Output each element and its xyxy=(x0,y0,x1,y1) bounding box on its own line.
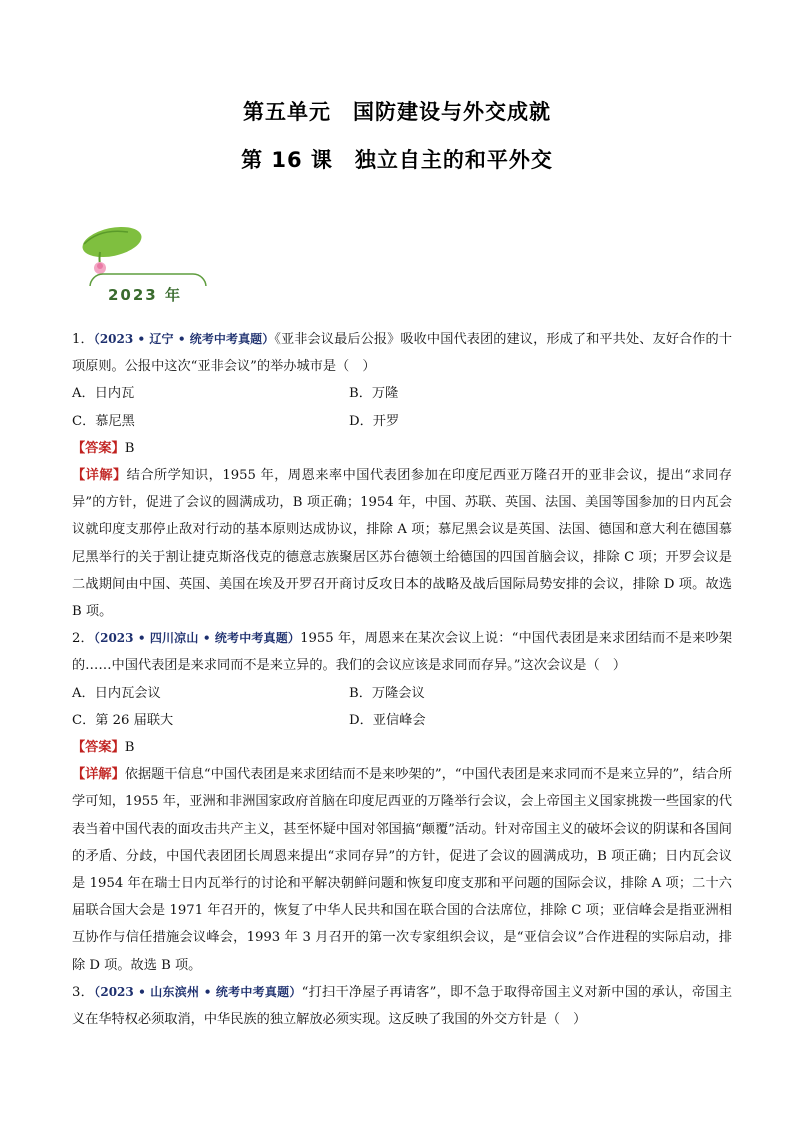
question-number: 3． xyxy=(72,984,95,1000)
detail-paragraph xyxy=(72,761,732,979)
question-source: （2023 • 四川凉山 • 统考中考真题） xyxy=(93,631,301,646)
question-number: 1． xyxy=(72,332,94,347)
question-source: （2023 • 山东滨州 • 统考中考真题） xyxy=(94,984,302,999)
option-a: A．日内瓦会议 xyxy=(72,685,161,701)
detail-label: 【详解】 xyxy=(72,767,125,783)
answer-line xyxy=(72,435,732,462)
lesson-title: 第 16 课 独立自主的和平外交 xyxy=(241,148,553,172)
question-text: 1955 年，周恩来在某次会议上说：“中国代表团是来求团结而不是来吵架的……中国代表团是来求同而不是来立异的。我们的会议应该是求同而存异。”这次会议是（ ） xyxy=(72,631,733,674)
lotus-leaf-icon xyxy=(70,222,210,286)
option-a: A．日内瓦 xyxy=(72,386,135,402)
question-text: “打扫干净屋子再请客”，即不急于取得帝国主义对新中国的承认，帝国主义在华特权必须取消，中华民族的独立解放必须实现。这反映了我国的外交方针是（ ） xyxy=(72,984,733,1028)
answer-line xyxy=(72,734,732,761)
option-c: C．第 26 届联大 xyxy=(72,712,174,728)
question-number: 2． xyxy=(72,631,94,647)
detail-paragraph xyxy=(72,462,732,625)
year-badge-label: 2023 年 xyxy=(108,286,182,304)
question-2-stem xyxy=(72,625,732,679)
option-b: B．万隆会议 xyxy=(349,685,425,701)
unit-title: 第五单元 国防建设与外交成就 xyxy=(243,100,551,124)
question-source: （2023 • 辽宁 • 统考中考真题） xyxy=(93,332,275,346)
answer-label: 【答案】 xyxy=(72,440,125,456)
option-c: C．慕尼黑 xyxy=(72,413,135,429)
option-d: D．开罗 xyxy=(349,413,400,429)
options-row xyxy=(72,380,732,407)
answer-value: B xyxy=(124,740,135,756)
detail-text: 依据题干信息“中国代表团是来求团结而不是来吵架的”，“中国代表团是来求同而不是来立异的”，结合所学可知，1955 年，亚洲和非洲国家政府首脑在印度尼西亚的万隆举行会议，会上帝国主义国家挑拨一些国家的代表当着中国代表的面攻击共产主义，甚至怀疑中国对邻国搞“颠覆”活动。针对帝国主义的破坏会议的阴谋和各国间的矛盾、分歧，中国代表团团长周恩来提出“求同存异”的方针，促进了会议的圆满成功，B 项正确；日内瓦会议是 1954 年在瑞士日内瓦举行的讨论和平解决朝鲜问题和恢复印度支那和平问题的国际会议，排除 A 项；二十六届联合国大会是 1971 年召开的，恢复了中华人民共和国在联合国的合法席位，排除 C 项；亚信峰会是指亚洲相互协作与信任措施会议峰会，1993 年 3 月召开的第一次专家组织会议，是“亚信会议”合作进程的实际启动，排除 D 项。故选 B 项。 xyxy=(72,767,733,973)
question-text: 《亚非会议最后公报》吸收中国代表团的建议，形成了和平共处、友好合作的十项原则。公报中这次“亚非会议”的举办城市是（ ） xyxy=(72,332,733,375)
option-b: B．万隆 xyxy=(349,386,399,402)
options-row xyxy=(72,680,732,707)
option-d: D．亚信峰会 xyxy=(349,712,426,728)
options-row xyxy=(72,707,732,734)
answer-label: 【答案】 xyxy=(72,740,125,756)
detail-label: 【详解】 xyxy=(72,468,127,484)
answer-value: B xyxy=(124,440,135,456)
options-row xyxy=(72,408,732,435)
question-list xyxy=(72,326,732,1033)
question-1-stem xyxy=(72,326,732,380)
question-3-stem xyxy=(72,979,732,1033)
detail-text: 结合所学知识，1955 年，周恩来率中国代表团参加在印度尼西亚万隆召开的亚非会议，提出“求同存异”的方针，促进了会议的圆满成功，B 项正确；1954 年，中国、苏联、英国、法国、美国等国参加的日内瓦会议就印度支那停止敌对行动的基本原则达成协议，排除 A 项；慕尼黑会议是英国、法国、德国和意大利在德国慕尼黑举行的关于割让捷克斯洛伐克的德意志族聚居区苏台德领土给德国的四国首脑会议，排除 C 项；开罗会议是二战期间由中国、英国、美国在埃及开罗召开商讨反攻日本的战略及战后国际局势安排的会议，排除 D 项。故选 B 项。 xyxy=(72,468,732,620)
